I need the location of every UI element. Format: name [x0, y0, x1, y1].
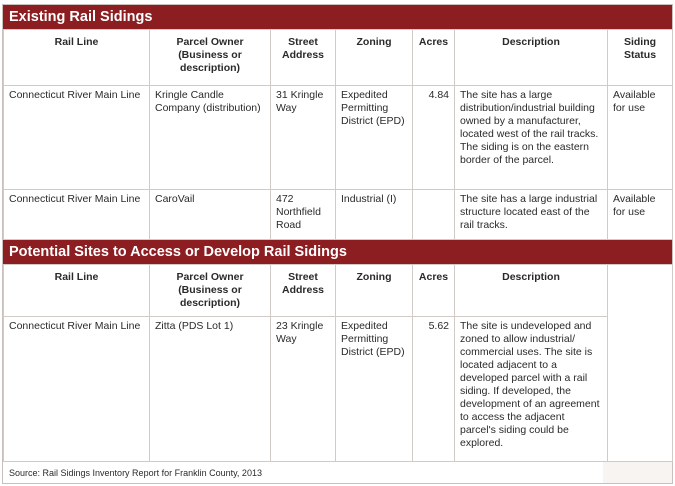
cell-acres: 5.62 [413, 317, 455, 462]
cell-zoning: Expedited Permitting District (EPD) [336, 86, 413, 190]
cell-rail-line: Connecticut River Main Line [4, 86, 150, 190]
existing-sidings-heading: Existing Rail Sidings [3, 5, 672, 29]
header-acres: Acres [413, 30, 455, 86]
header-zoning: Zoning [336, 265, 413, 317]
cell-parcel-owner: CaroVail [150, 190, 271, 240]
cell-rail-line: Connecticut River Main Line [4, 317, 150, 462]
header-parcel-owner: Parcel Owner (Business or description) [150, 30, 271, 86]
potential-header-row [4, 265, 673, 317]
cell-siding-status: Available for use [608, 86, 673, 190]
cell-street-address: 31 Kringle Way [271, 86, 336, 190]
header-zoning: Zoning [336, 30, 413, 86]
header-description: Description [455, 265, 608, 317]
table-row [4, 190, 673, 240]
existing-sidings-table [3, 29, 673, 240]
header-description: Description [455, 30, 608, 86]
table-row [4, 317, 673, 462]
potential-sites-table [3, 264, 673, 462]
source-note: Source: Rail Sidings Inventory Report for Franklin County, 2013 [3, 461, 603, 483]
cell-description: The site is undeveloped and zoned to allow industrial/ commercial uses. The site is located adjacent to a developed parcel with a rail siding. If developed, the development of an agreement to access the adjacent parcel's siding could be explored. [455, 317, 608, 462]
header-acres: Acres [413, 265, 455, 317]
header-rail-line: Rail Line [4, 265, 150, 317]
cell-street-address: 472 Northfield Road [271, 190, 336, 240]
existing-header-row [4, 30, 673, 86]
cell-street-address: 23 Kringle Way [271, 317, 336, 462]
cell-description: The site has a large industrial structure located east of the rail tracks. [455, 190, 608, 240]
cell-parcel-owner: Zitta (PDS Lot 1) [150, 317, 271, 462]
header-parcel-owner: Parcel Owner (Business or description) [150, 265, 271, 317]
header-rail-line: Rail Line [4, 30, 150, 86]
header-siding-status: Siding Status [608, 30, 673, 86]
header-street-address: Street Address [271, 30, 336, 86]
cell-parcel-owner: Kringle Candle Company (distribution) [150, 86, 271, 190]
header-street-address: Street Address [271, 265, 336, 317]
cell-rail-line: Connecticut River Main Line [4, 190, 150, 240]
potential-sites-heading: Potential Sites to Access or Develop Rail Sidings [3, 240, 672, 264]
cell-acres [413, 190, 455, 240]
rail-sidings-table-frame [2, 4, 673, 484]
cell-siding-status: Available for use [608, 190, 673, 240]
cell-description: The site has a large distribution/industrial building owned by a manufacturer, located west of the rail tracks. The siding is on the eastern border of the parcel. [455, 86, 608, 190]
empty-status-column [608, 265, 673, 462]
cell-zoning: Industrial (I) [336, 190, 413, 240]
cell-acres: 4.84 [413, 86, 455, 190]
table-row [4, 86, 673, 190]
cell-zoning: Expedited Permitting District (EPD) [336, 317, 413, 462]
